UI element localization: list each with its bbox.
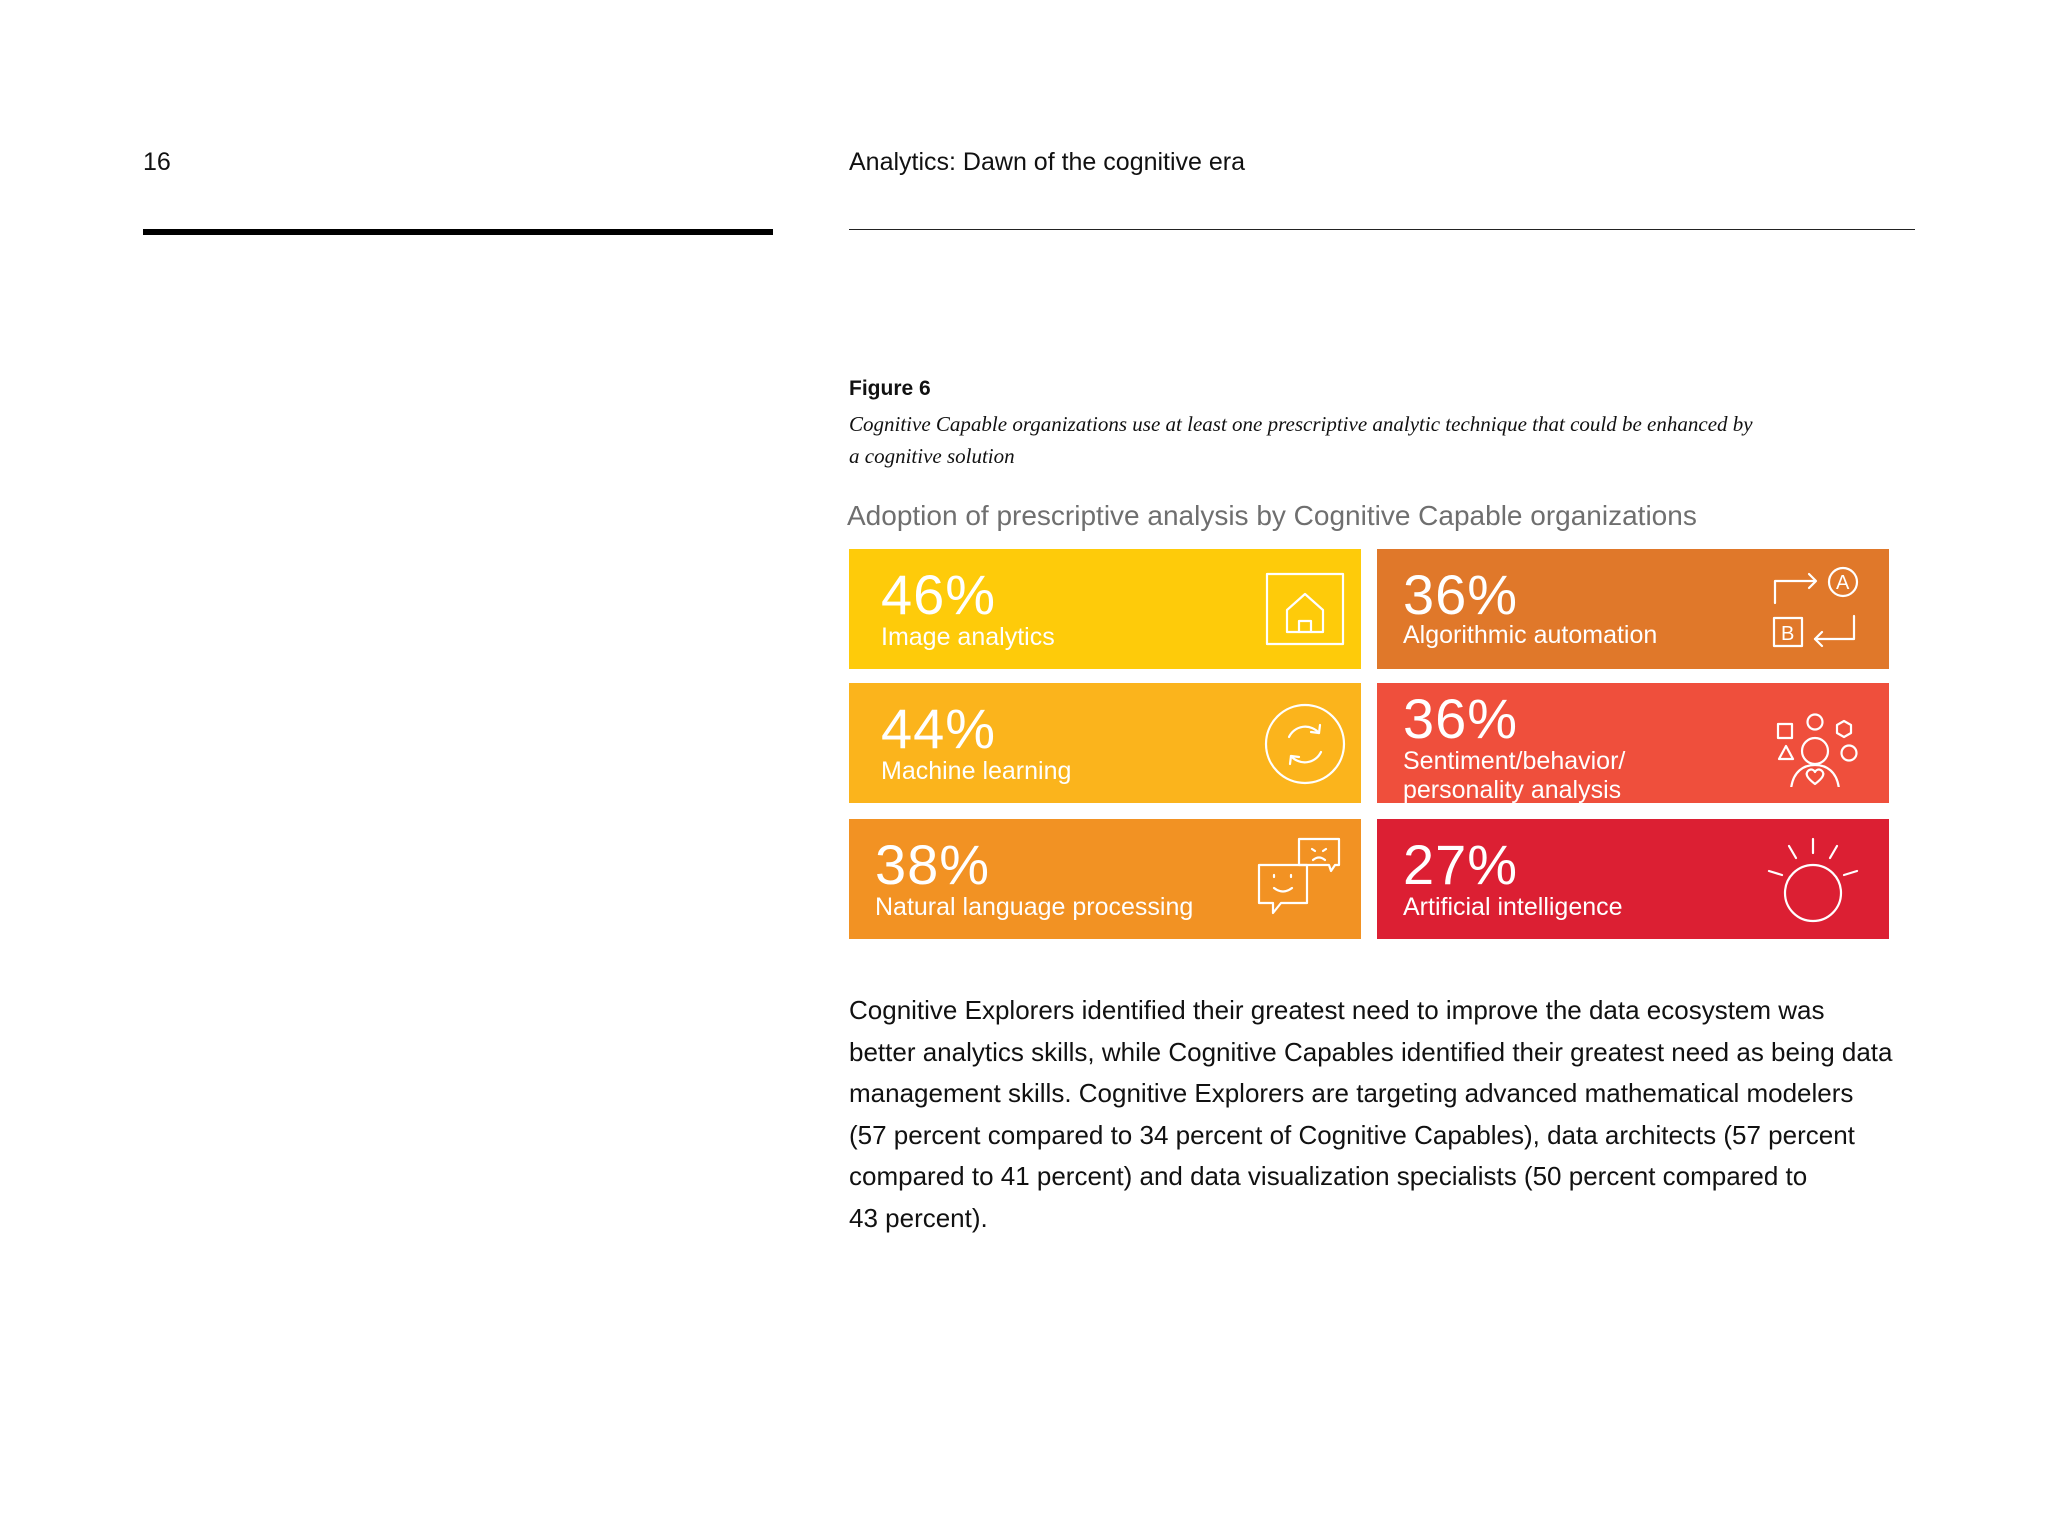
body-line: better analytics skills, while Cognitive Capables identified their greatest need as being data	[849, 1036, 1893, 1067]
figure-caption	[849, 408, 1799, 472]
body-paragraph	[849, 990, 1909, 1239]
left-column-rule	[143, 229, 773, 235]
tile-percent: 44%	[881, 697, 997, 760]
tile-label	[1403, 747, 1625, 803]
a-b-flow-icon	[1767, 561, 1861, 655]
tile-algorithmic-automation	[1377, 549, 1889, 669]
tile-label-line: Sentiment/behavior/	[1403, 747, 1626, 775]
tile-label: Algorithmic automation	[1403, 621, 1658, 649]
tile-percent: 36%	[1403, 563, 1519, 626]
tile-label-line: personality analysis	[1403, 776, 1622, 803]
person-shapes-icon	[1771, 697, 1861, 787]
tile-machine-learning	[849, 683, 1361, 803]
tile-percent: 46%	[881, 563, 997, 626]
page-number: 16	[143, 148, 171, 176]
figure-caption-line: Cognitive Capable organizations use at least one prescriptive analytic technique that could be enhanced by	[849, 412, 1753, 436]
body-line: compared to 41 percent) and data visualization specialists (50 percent compared to	[849, 1161, 1808, 1191]
body-line: Cognitive Explorers identified their greatest need to improve the data ecosystem was	[849, 995, 1825, 1025]
tile-label: Machine learning	[881, 757, 1072, 785]
tile-image-analytics	[849, 549, 1361, 669]
refresh-cycle-icon	[1261, 701, 1347, 787]
tile-percent: 38%	[875, 833, 991, 896]
tile-label: Artificial intelligence	[1403, 893, 1623, 921]
svg-text:B: B	[1781, 623, 1795, 645]
chart-title: Adoption of prescriptive analysis by Cognitive Capable organizations	[847, 500, 1697, 531]
rising-sun-icon	[1763, 833, 1863, 933]
tile-percent: 27%	[1403, 833, 1519, 896]
body-line: management skills. Cognitive Explorers are targeting advanced mathematical modelers	[849, 1078, 1854, 1108]
body-line: (57 percent compared to 34 percent of Cognitive Capables), data architects (57 percent	[849, 1119, 1855, 1150]
svg-text:A: A	[1836, 572, 1850, 594]
tile-percent: 36%	[1403, 687, 1519, 750]
house-icon	[1261, 567, 1347, 653]
figure-label: Figure 6	[849, 377, 931, 400]
right-column-rule	[849, 229, 1915, 230]
body-line: 43 percent).	[849, 1202, 988, 1233]
tile-artificial-intelligence	[1377, 819, 1889, 939]
figure-caption-line: a cognitive solution	[849, 444, 1015, 468]
tile-natural-language-processing	[849, 819, 1361, 939]
tile-sentiment-behavior-personality-analysis	[1377, 683, 1889, 803]
running-title: Analytics: Dawn of the cognitive era	[849, 148, 1246, 176]
tile-label: Image analytics	[881, 623, 1055, 651]
tile-label: Natural language processing	[875, 893, 1194, 921]
chat-bubbles-icon	[1255, 835, 1345, 925]
